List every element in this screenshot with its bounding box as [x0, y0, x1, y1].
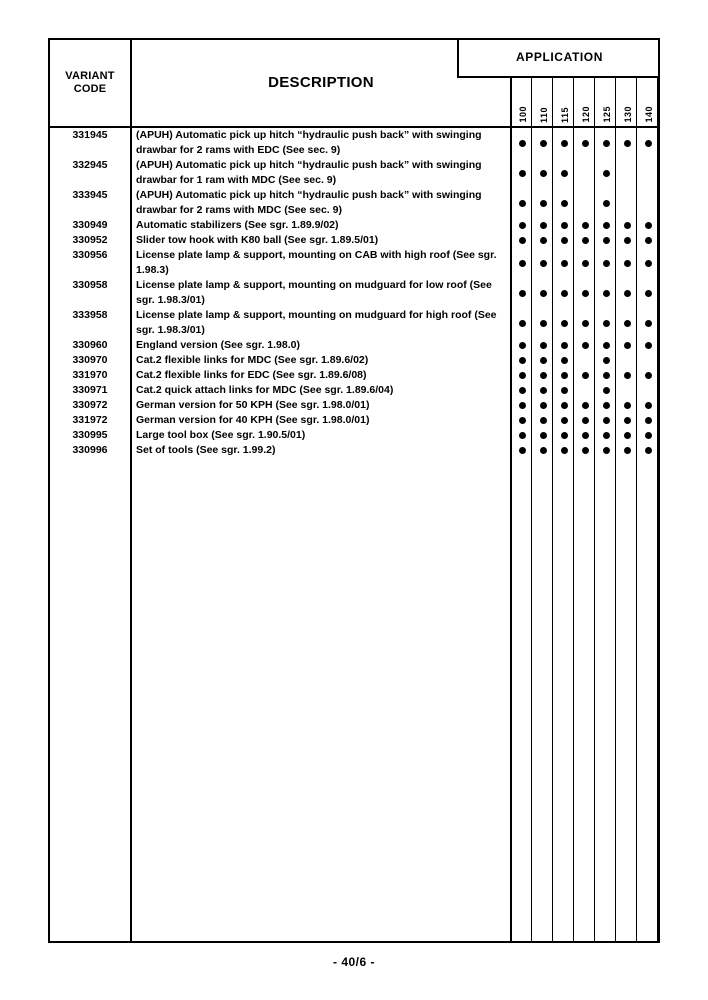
- table-row: [50, 278, 658, 308]
- application-cell-120: [575, 158, 596, 188]
- header-description: DESCRIPTION: [268, 74, 374, 92]
- application-mark-dot: [540, 432, 547, 439]
- application-cell-100: [512, 218, 533, 233]
- application-cells: [512, 308, 660, 338]
- application-cell-120: [575, 248, 596, 278]
- application-cell-110: [533, 338, 554, 353]
- application-cell-110: [533, 428, 554, 443]
- application-column-label: 130: [622, 106, 633, 123]
- application-cells: [512, 188, 660, 218]
- application-column-header-140: [638, 78, 659, 126]
- application-cells: [512, 413, 660, 428]
- application-mark-dot: [645, 402, 652, 409]
- application-cell-125: [596, 443, 617, 458]
- variant-code-cell: 333958: [72, 309, 108, 321]
- application-mark-dot: [603, 387, 610, 394]
- application-column-label: 115: [559, 106, 570, 123]
- variant-code-cell: 330956: [72, 249, 108, 261]
- variant-code-cell: 331945: [72, 129, 108, 141]
- application-cell-115: [554, 383, 575, 398]
- application-mark-dot: [603, 260, 610, 267]
- application-mark-dot: [645, 237, 652, 244]
- application-cell-140: [638, 158, 659, 188]
- variant-code-cell: 330995: [72, 429, 108, 441]
- application-mark-dot: [624, 417, 631, 424]
- description-cell: Slider tow hook with K80 ball (See sgr. 1.89.5/01): [136, 234, 379, 246]
- application-cell-125: [596, 353, 617, 368]
- application-cell-130: [617, 218, 638, 233]
- description-cell: (APUH) Automatic pick up hitch “hydraulic push back” with swinging drawbar for 2 rams with EDC (See sec. 9): [136, 129, 482, 156]
- application-mark-dot: [624, 432, 631, 439]
- application-cell-125: [596, 308, 617, 338]
- table-row: [50, 353, 658, 368]
- application-cell-100: [512, 248, 533, 278]
- variant-code-cell: 330996: [72, 444, 108, 456]
- application-column-label: 140: [643, 106, 654, 123]
- application-cell-120: [575, 443, 596, 458]
- table-row: [50, 158, 658, 188]
- application-cell-130: [617, 353, 638, 368]
- application-cell-140: [638, 353, 659, 368]
- application-mark-dot: [645, 372, 652, 379]
- application-mark-dot: [561, 432, 568, 439]
- application-cell-120: [575, 398, 596, 413]
- application-cells: [512, 218, 660, 233]
- application-cell-130: [617, 158, 638, 188]
- description-cell: (APUH) Automatic pick up hitch “hydraulic push back” with swinging drawbar for 2 rams with MDC (See sec. 9): [136, 189, 482, 216]
- application-cell-100: [512, 188, 533, 218]
- application-mark-dot: [624, 320, 631, 327]
- application-cell-115: [554, 308, 575, 338]
- application-mark-dot: [603, 447, 610, 454]
- application-cell-125: [596, 338, 617, 353]
- application-cell-125: [596, 428, 617, 443]
- application-mark-dot: [645, 140, 652, 147]
- application-mark-dot: [561, 342, 568, 349]
- application-cell-125: [596, 278, 617, 308]
- header-application: APPLICATION: [457, 40, 660, 78]
- application-column-label: 100: [517, 106, 528, 123]
- application-cell-100: [512, 368, 533, 383]
- application-cell-120: [575, 353, 596, 368]
- application-cells: [512, 158, 660, 188]
- application-cell-140: [638, 398, 659, 413]
- table-row: [50, 443, 658, 458]
- application-cell-130: [617, 338, 638, 353]
- application-mark-dot: [582, 290, 589, 297]
- application-cell-140: [638, 188, 659, 218]
- application-mark-dot: [519, 447, 526, 454]
- application-mark-dot: [603, 342, 610, 349]
- application-mark-dot: [582, 417, 589, 424]
- header-variant-code-line1: VARIANT: [65, 70, 115, 83]
- application-cells: [512, 368, 660, 383]
- description-cell: German version for 40 KPH (See sgr. 1.98.0/01): [136, 414, 370, 426]
- application-mark-dot: [603, 402, 610, 409]
- application-mark-dot: [624, 260, 631, 267]
- variant-code-cell: 330949: [72, 219, 108, 231]
- table-row: [50, 398, 658, 413]
- application-cell-115: [554, 233, 575, 248]
- application-mark-dot: [561, 372, 568, 379]
- table-row: [50, 128, 658, 158]
- application-mark-dot: [540, 260, 547, 267]
- application-cells: [512, 233, 660, 248]
- application-cell-100: [512, 443, 533, 458]
- description-cell: Cat.2 flexible links for MDC (See sgr. 1.89.6/02): [136, 354, 369, 366]
- application-mark-dot: [540, 222, 547, 229]
- application-cell-100: [512, 128, 533, 158]
- application-cell-100: [512, 428, 533, 443]
- application-cell-110: [533, 368, 554, 383]
- variant-code-cell: 332945: [72, 159, 108, 171]
- application-mark-dot: [582, 140, 589, 147]
- application-cell-130: [617, 128, 638, 158]
- application-mark-dot: [519, 417, 526, 424]
- application-cell-120: [575, 368, 596, 383]
- application-mark-dot: [624, 140, 631, 147]
- application-cell-120: [575, 218, 596, 233]
- application-column-header-100: [512, 78, 533, 126]
- application-mark-dot: [582, 447, 589, 454]
- application-cell-110: [533, 413, 554, 428]
- application-cell-130: [617, 368, 638, 383]
- application-mark-dot: [645, 447, 652, 454]
- application-mark-dot: [645, 320, 652, 327]
- application-mark-dot: [624, 342, 631, 349]
- description-cell: License plate lamp & support, mounting on mudguard for low roof (See sgr. 1.98.3/01): [136, 279, 492, 306]
- application-cell-140: [638, 428, 659, 443]
- application-mark-dot: [540, 200, 547, 207]
- application-cell-100: [512, 233, 533, 248]
- application-cell-110: [533, 233, 554, 248]
- application-mark-dot: [540, 417, 547, 424]
- application-cell-140: [638, 248, 659, 278]
- table-row: [50, 233, 658, 248]
- application-mark-dot: [582, 432, 589, 439]
- application-cell-120: [575, 428, 596, 443]
- application-mark-dot: [561, 237, 568, 244]
- application-mark-dot: [603, 417, 610, 424]
- application-mark-dot: [603, 170, 610, 177]
- application-cell-110: [533, 158, 554, 188]
- application-cell-100: [512, 308, 533, 338]
- application-mark-dot: [519, 260, 526, 267]
- application-cell-115: [554, 218, 575, 233]
- application-mark-dot: [540, 402, 547, 409]
- application-mark-dot: [561, 387, 568, 394]
- table-body: [50, 128, 658, 458]
- application-cell-110: [533, 278, 554, 308]
- application-cell-110: [533, 248, 554, 278]
- application-mark-dot: [540, 170, 547, 177]
- application-cell-120: [575, 413, 596, 428]
- table-row: [50, 368, 658, 383]
- variant-code-cell: 330970: [72, 354, 108, 366]
- header-variant-code-line2: CODE: [73, 83, 107, 95]
- application-cell-120: [575, 188, 596, 218]
- application-mark-dot: [540, 372, 547, 379]
- application-cell-100: [512, 383, 533, 398]
- application-mark-dot: [519, 200, 526, 207]
- application-column-header-130: [617, 78, 638, 126]
- application-cell-120: [575, 338, 596, 353]
- application-cell-115: [554, 128, 575, 158]
- application-cell-110: [533, 128, 554, 158]
- table-row: [50, 308, 658, 338]
- application-mark-dot: [540, 447, 547, 454]
- application-mark-dot: [603, 140, 610, 147]
- application-mark-dot: [519, 170, 526, 177]
- application-mark-dot: [561, 140, 568, 147]
- application-column-numbers: [512, 78, 660, 126]
- application-cell-115: [554, 368, 575, 383]
- application-mark-dot: [645, 417, 652, 424]
- application-cell-130: [617, 413, 638, 428]
- table-row: [50, 248, 658, 278]
- variant-code-cell: 330971: [72, 384, 108, 396]
- variant-code-cell: 330972: [72, 399, 108, 411]
- variant-code-cell: 330952: [72, 234, 108, 246]
- application-cell-130: [617, 398, 638, 413]
- description-cell: England version (See sgr. 1.98.0): [136, 339, 300, 351]
- application-cell-100: [512, 158, 533, 188]
- application-mark-dot: [603, 372, 610, 379]
- application-mark-dot: [519, 222, 526, 229]
- variant-application-table: [48, 38, 660, 943]
- application-cell-140: [638, 413, 659, 428]
- application-mark-dot: [624, 237, 631, 244]
- application-cell-120: [575, 233, 596, 248]
- application-mark-dot: [519, 432, 526, 439]
- application-mark-dot: [561, 260, 568, 267]
- table-row: [50, 218, 658, 233]
- application-cell-110: [533, 218, 554, 233]
- application-column-header-125: [596, 78, 617, 126]
- application-mark-dot: [540, 387, 547, 394]
- application-mark-dot: [603, 222, 610, 229]
- application-mark-dot: [645, 222, 652, 229]
- table-row: [50, 338, 658, 353]
- application-mark-dot: [519, 372, 526, 379]
- application-mark-dot: [624, 222, 631, 229]
- application-column-label: 125: [601, 106, 612, 123]
- application-cells: [512, 278, 660, 308]
- application-mark-dot: [582, 402, 589, 409]
- application-cell-110: [533, 398, 554, 413]
- application-cell-115: [554, 278, 575, 308]
- application-mark-dot: [624, 447, 631, 454]
- application-mark-dot: [561, 222, 568, 229]
- application-mark-dot: [582, 372, 589, 379]
- application-cell-140: [638, 368, 659, 383]
- application-mark-dot: [603, 200, 610, 207]
- application-mark-dot: [519, 402, 526, 409]
- application-mark-dot: [582, 320, 589, 327]
- application-mark-dot: [645, 342, 652, 349]
- application-cell-130: [617, 428, 638, 443]
- application-cells: [512, 398, 660, 413]
- application-mark-dot: [561, 402, 568, 409]
- application-mark-dot: [582, 222, 589, 229]
- application-cell-125: [596, 233, 617, 248]
- application-mark-dot: [540, 357, 547, 364]
- application-cell-130: [617, 188, 638, 218]
- application-cells: [512, 128, 660, 158]
- description-cell: Large tool box (See sgr. 1.90.5/01): [136, 429, 306, 441]
- application-cell-110: [533, 383, 554, 398]
- application-cell-140: [638, 383, 659, 398]
- application-cell-125: [596, 413, 617, 428]
- application-cell-125: [596, 368, 617, 383]
- application-mark-dot: [561, 170, 568, 177]
- application-cell-130: [617, 443, 638, 458]
- application-mark-dot: [582, 237, 589, 244]
- application-column-label: 120: [580, 106, 591, 123]
- application-mark-dot: [519, 320, 526, 327]
- description-cell: German version for 50 KPH (See sgr. 1.98.0/01): [136, 399, 370, 411]
- application-mark-dot: [603, 237, 610, 244]
- application-mark-dot: [603, 320, 610, 327]
- application-cells: [512, 338, 660, 353]
- application-cell-125: [596, 128, 617, 158]
- variant-code-cell: 331972: [72, 414, 108, 426]
- description-cell: License plate lamp & support, mounting on mudguard for high roof (See sgr. 1.98.3/01): [136, 309, 497, 336]
- application-cell-130: [617, 248, 638, 278]
- application-cell-120: [575, 308, 596, 338]
- application-cell-100: [512, 338, 533, 353]
- application-mark-dot: [624, 290, 631, 297]
- description-cell: (APUH) Automatic pick up hitch “hydraulic push back” with swinging drawbar for 1 ram with MDC (See sec. 9): [136, 159, 482, 186]
- application-cell-115: [554, 338, 575, 353]
- application-column-header-110: [533, 78, 554, 126]
- application-cell-140: [638, 443, 659, 458]
- application-cell-100: [512, 413, 533, 428]
- application-cell-120: [575, 278, 596, 308]
- description-cell: License plate lamp & support, mounting on CAB with high roof (See sgr. 1.98.3): [136, 249, 497, 276]
- application-cell-125: [596, 383, 617, 398]
- variant-code-cell: 331970: [72, 369, 108, 381]
- application-mark-dot: [519, 387, 526, 394]
- page-footer: - 40/6 -: [332, 955, 375, 969]
- application-cells: [512, 353, 660, 368]
- application-cell-115: [554, 158, 575, 188]
- application-cell-130: [617, 278, 638, 308]
- application-cell-100: [512, 278, 533, 308]
- application-cells: [512, 383, 660, 398]
- application-mark-dot: [540, 342, 547, 349]
- application-cell-125: [596, 218, 617, 233]
- application-mark-dot: [519, 237, 526, 244]
- table-row: [50, 413, 658, 428]
- application-cell-115: [554, 413, 575, 428]
- application-cell-140: [638, 233, 659, 248]
- application-mark-dot: [540, 140, 547, 147]
- application-mark-dot: [561, 417, 568, 424]
- application-cell-130: [617, 308, 638, 338]
- application-cell-115: [554, 398, 575, 413]
- application-column-header-115: [554, 78, 575, 126]
- application-cells: [512, 248, 660, 278]
- application-mark-dot: [582, 342, 589, 349]
- application-mark-dot: [561, 320, 568, 327]
- application-cell-125: [596, 248, 617, 278]
- application-column-label: 110: [538, 106, 549, 123]
- application-mark-dot: [561, 200, 568, 207]
- application-mark-dot: [645, 290, 652, 297]
- description-cell: Set of tools (See sgr. 1.99.2): [136, 444, 276, 456]
- application-cell-130: [617, 383, 638, 398]
- application-cell-115: [554, 248, 575, 278]
- application-mark-dot: [645, 260, 652, 267]
- application-mark-dot: [561, 447, 568, 454]
- application-mark-dot: [603, 290, 610, 297]
- application-cell-110: [533, 443, 554, 458]
- application-mark-dot: [519, 342, 526, 349]
- application-cell-125: [596, 158, 617, 188]
- description-cell: Automatic stabilizers (See sgr. 1.89.9/02): [136, 219, 339, 231]
- application-cell-125: [596, 188, 617, 218]
- application-mark-dot: [603, 357, 610, 364]
- application-cell-110: [533, 353, 554, 368]
- application-cell-120: [575, 383, 596, 398]
- application-mark-dot: [540, 290, 547, 297]
- application-cells: [512, 443, 660, 458]
- application-cell-140: [638, 218, 659, 233]
- table-row: [50, 188, 658, 218]
- header-variant-code: [50, 40, 130, 126]
- application-mark-dot: [582, 260, 589, 267]
- application-cell-125: [596, 398, 617, 413]
- description-cell: Cat.2 quick attach links for MDC (See sgr. 1.89.6/04): [136, 384, 394, 396]
- application-mark-dot: [624, 372, 631, 379]
- application-mark-dot: [603, 432, 610, 439]
- application-mark-dot: [645, 432, 652, 439]
- variant-code-cell: 333945: [72, 189, 108, 201]
- application-cells: [512, 428, 660, 443]
- variant-code-cell: 330960: [72, 339, 108, 351]
- application-cell-100: [512, 398, 533, 413]
- application-mark-dot: [561, 290, 568, 297]
- application-mark-dot: [519, 290, 526, 297]
- application-mark-dot: [540, 237, 547, 244]
- application-cell-100: [512, 353, 533, 368]
- description-cell: Cat.2 flexible links for EDC (See sgr. 1.89.6/08): [136, 369, 367, 381]
- application-cell-140: [638, 338, 659, 353]
- application-cell-115: [554, 443, 575, 458]
- application-column-header-120: [575, 78, 596, 126]
- application-mark-dot: [624, 402, 631, 409]
- variant-code-cell: 330958: [72, 279, 108, 291]
- application-mark-dot: [540, 320, 547, 327]
- application-cell-115: [554, 428, 575, 443]
- table-row: [50, 383, 658, 398]
- application-cell-115: [554, 188, 575, 218]
- application-cell-130: [617, 233, 638, 248]
- application-cell-140: [638, 278, 659, 308]
- application-cell-115: [554, 353, 575, 368]
- application-cell-110: [533, 308, 554, 338]
- application-mark-dot: [519, 140, 526, 147]
- application-cell-140: [638, 308, 659, 338]
- application-mark-dot: [561, 357, 568, 364]
- application-cell-140: [638, 128, 659, 158]
- table-row: [50, 428, 658, 443]
- application-cell-120: [575, 128, 596, 158]
- application-mark-dot: [519, 357, 526, 364]
- application-cell-110: [533, 188, 554, 218]
